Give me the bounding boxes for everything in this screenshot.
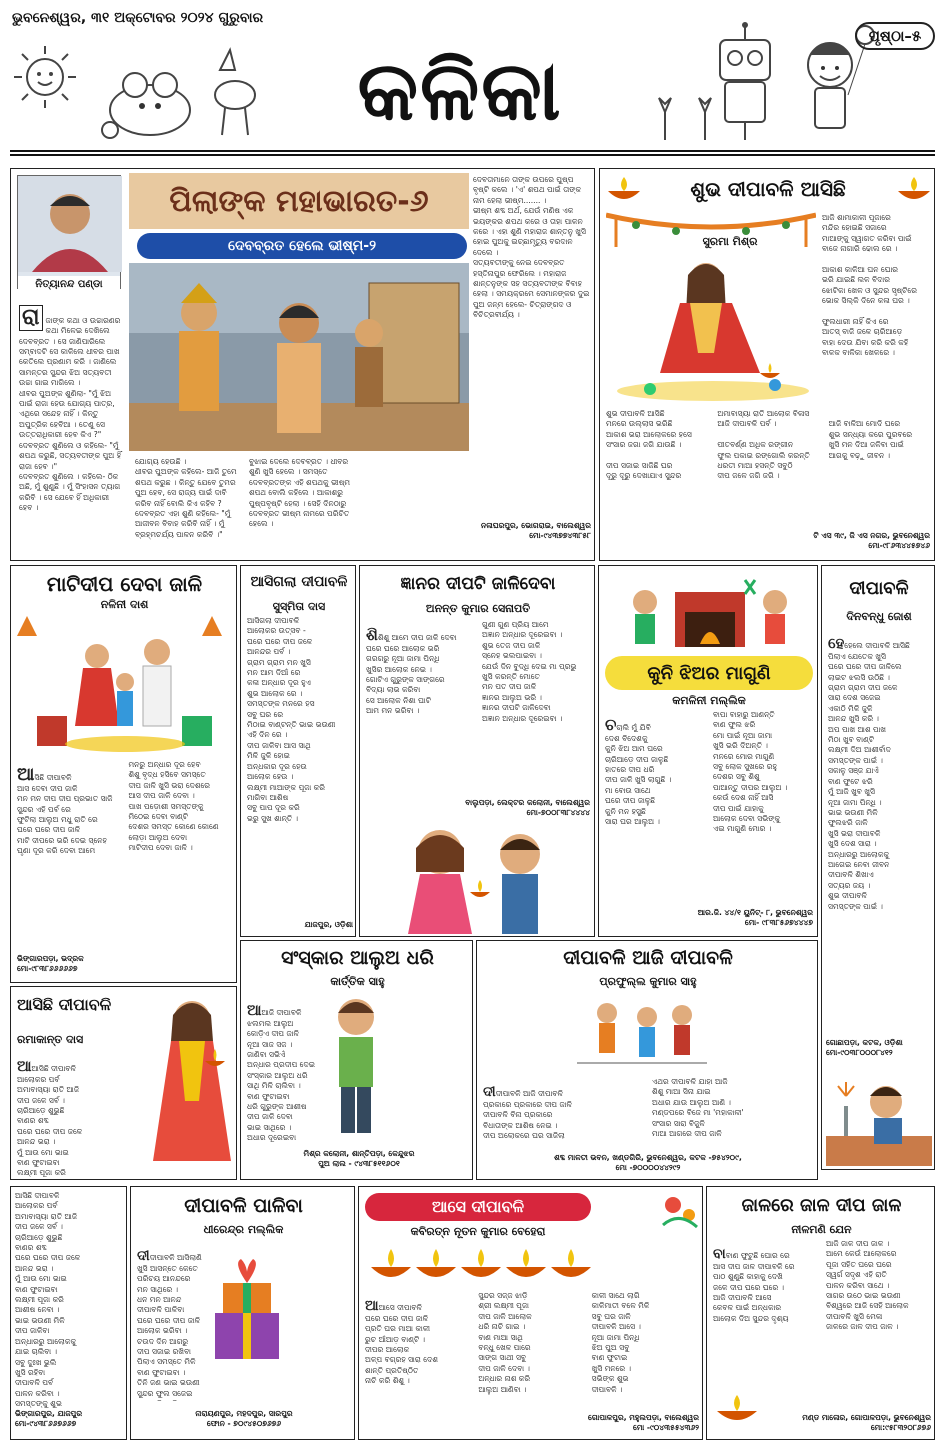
mahabharata-col2: ଯୋଗ୍ୟ ହେଉଛି । ଧୀବର ପୁଅଙ୍କ କହିଲେ- ଆଜି ତୁମେ ଶପଥ କରୁଛ । କିନ୍ତୁ ଯେବେ ତୁମର ପୁଅ ହେବ, ସେ ରାଜ୍ୟ ପାଇଁ ଦାବି କରିବ ନାହିଁ ବୋଲି କିଏ କହିବ ? ଦେବବ୍ରତ ଏହା ଶୁଣି କହିଲେ- "ମୁଁ ଆଜୀବନ ବିବାହ କରିବି ନାହିଁ । ମୁଁ ବ୍ରହ୍ମଚର୍ଯ୍ୟ ପାଳନ କରିବି ।" [135,457,237,539]
mahabharata-footer: ନଳାଘରପୁର, ଭୋଗରାଇ, ବାଲେଶ୍ୱର ମୋ-୯୪୩୭୭୪୩୮୫୮ [481,521,591,540]
diya-icon [606,175,642,205]
diya-icon [715,1395,759,1425]
masthead-title [268,36,652,146]
matidipa-article [10,565,237,983]
family-diya-illustration [17,616,232,756]
mahabharata-subtitle-bar [137,233,467,259]
jnanara-title: ଜ୍ଞାନର ଦୀପଟି ଜାଳିଦେବା [400,574,556,594]
jnanara-author: ଅନନ୍ତ କୁମାର ସେନାପତି [425,602,531,615]
mahabharata-col3: ବୁଝାଇ ଦେଲେ ଦେବବ୍ରତ । ଧୀବର ଶୁଣି ଖୁସି ହେଲେ । ସମସ୍ତେ ଦେବବ୍ରତଙ୍କ ଏହି ଶପଥକୁ ଭୀଷ୍ମ ଶପଥ ବୋଲି କହିଲେ । ଆକାଶରୁ ପୁଷ୍ପବୃଷ୍ଟି ହେଲା । ସେହି ଦିନଠାରୁ ଦେବବ୍ରତ ଭୀଷ୍ମ ନାମରେ ପରିଚିତ ହେଲେ । [249,457,351,529]
author-portrait [18,176,122,272]
diwali-arrived-author: ସୁରମା ମିଶ୍ର [702,235,758,248]
matidipa-body: ଆସିଛି ଦୀପାବଳି ଆସ ଦେବା ଦୀପ ଜାଳି ମନ ମନ ଦୀପ ଦୀପ ପ୍ରଭାତ ସାଜି ସୁନ୍ଦର ଏହି ପର୍ବ ରେ ଫୁଟିଲା ଆଲୁଅ ମଧୁ ରାତି ରେ ଘରେ ଘରେ ଦୀପ ଜାଳି ମାଟି ଦୀପରେ ଭରି ଦେଇ ସ୍ନେହ ଘୃଣା ଦୂର କରି ଦେବା ଆମେ ମନରୁ ଅନ୍ଧାର ଦୂର ହେବ ଶିଶୁ ବୃଦ୍ଧ ହସିବେ ସମସ୍ତେ ଦୀପ ଜାଳି ଖୁସି ଭରା ଦେଶରେ ଆସ ଦୀପ ଜାଳି ଦେବା । ପାଖ ପଡ଼ୋଶୀ ସମସ୍ତଙ୍କୁ ମିଠେଇ ଦେବା ବାଣ୍ଟି ଦେଶର ସମସ୍ତ କୋଣେ କୋଣେ ଲୋଡ଼ା ଆଲୁଅ ଦେବା ମାଟିଦୀପ ଦେବା ଜାଳି । [17,760,219,856]
woman-rangoli-illustration [610,253,816,403]
jalare-author: ନୀଳମଣି ଯେନ [791,1223,852,1236]
dropcap: ରା [19,305,43,331]
masthead-rule [10,150,935,156]
aase-author: କବିରତ୍ନ ନୂତନ କୁମାର ବେହେରା [410,1225,546,1238]
aaji-body: ଦୀଦୀପାବଳି ଆଜି ଦୀପାବଳି ପ୍ରକାରେ ପ୍ରକାରେ ଦୀପ ଜାଳି ଦୀପାବଳି ବିନା ପ୍ରକାରେ ବିଧାତାଙ୍କ ଆଶିଷ ନେଇ । ଦୀପ ଅଲୋକରେ ଘର ସାଜିଲା ଏଥର ଦୀପାବଳି ଯାହା ଆଜି ଶିଶୁ ମାଆ ସିନା ଯାଇ ଅଧାର ଯାଉ ଆଲୁଅ ଆଣି । ମଣ୍ଡପରେ ବିଜେ ମା 'ମହାକାଳୀ' ସଂସାର ସାରା ବିଜୁଳି ମାଆ ଆଗରେ ଦୀପ ଜାଳି [483,1077,744,1141]
kuni-title-banner [605,656,813,690]
aasichhi-title: ଆସିଛି ଦୀପାବଳି [17,995,112,1014]
sanskara-author: କାର୍ତ୍ତିକ ସାହୁ [330,975,385,988]
palibaa-footer: ନାରାୟଣପୁର, ମହଦପୁର, ସାରପୁର ଫୋନ - ୭୦୯୪୫୦୭୬୭୬ [195,1409,293,1428]
sanskara-body-right [395,995,471,1145]
aase-title-banner [365,1193,591,1221]
matidipa-footer: ଭିଙ୍ଗାରପଡ଼ା, ଭଦ୍ରକ ମୋ-୯୮୩୮୬୬୬୬୬୭ [17,954,84,973]
boy-illustration [321,991,391,1141]
matidipa-author: ନଳିନୀ ଦାଶ [100,598,149,611]
aaji-footer: ଶବ୍ଦ ମାଳତୀ ଭବନ, ଖଣ୍ଡଗିରି, ଭୁବନେଶ୍ୱର, କଟକ -୭୫୪୨୦୯, ମୋ -୭୦୦୦୦୪୪୨୯୨ [554,1153,742,1172]
palibaa-article [130,1186,355,1440]
page-label: ପୃଷ୍ଠା–୫ [855,22,935,50]
dropcap: ଚ [605,715,617,735]
kuni-article [598,565,818,937]
jalare-title: ଜାଳରେ ଜାଳ ଦୀପ ଜାଳ [741,1195,902,1216]
aase-title: ଆସେ ଦୀପାବଳି [431,1197,525,1216]
dropcap: ଆ [17,764,35,786]
mahabharata-col1: ରା ଜାଙ୍କ କଥା ଓ ଉଚ୍ଚାରଣର କଥା ମିଳେଇ ଦେଖିଲେ ଦେବବ୍ରତ । ସେ ଜାଣିପାରିଲେ ସମ୍ବାଦଟି ସେ କାଳିଲେ ଧୀବର ପାଖ କେତିଲେ ପ୍ରଣାମ କରି । ଜାଣିଲେ ସାମନ୍ତର ସୁନ୍ଦର ଝିଅ ସତ୍ୟବତୀ ଉଚ୍ଚା ଗାଇ ମାଗିଲେ । ଧୀବର ପୁଅଙ୍କ ଶୁଣିଲା- "ମୁଁ ଝିଅ ପାଇଁ ରାଜା ହେଉ ଯୋଗ୍ୟ ପାତ୍ର, ଏଥିରେ ସନ୍ଦେହ ନାହିଁ । କିନ୍ତୁ ଅପୁତ୍ରିକ ହେବିଆ । ତେଣୁ ସେ ଉତ୍ତରାଧିକାରୀ ହେବ କିଏ ?" ଦେବବ୍ରତ ଶୁଣିଲେ ଓ କହିଲେ- "ମୁଁ ଶପଥ କରୁଛି, ସତ୍ୟବତୀଙ୍କ ପୁଅ ହିଁ ରାଜା ହେବ ।" ଦେବବ୍ରତ ଶୁଣିଲେ । କହିଲେ- ଠିକ ଅଛି, ମୁଁ ଶୁଣୁଛି । ମୁଁ ସିଂହାସନ ତ୍ୟାଗ କରିବି । ସେ ଯେବେ ହିଁ ଅଧିକାରୀ ହେବ । [19,305,122,513]
dateline: ଭୁବନେଶ୍ୱର, ୩୧ ଅକ୍ଟୋବର ୨୦୨୪ ଗୁରୁବାର [12,10,264,26]
dropcap: ଆ [17,1057,32,1076]
sanskara-title: ସଂସ୍କାର ଆଲୁଅ ଧରି [281,947,434,969]
jalare-footer: ମଣ୍ଡ ମାଳୋର, ଗୋପାଳପଡ଼ା, ଭୁବନେଶ୍ୱର ମୋ:୯୫୮୩୨୦୮୬୭୬ [802,1413,931,1432]
aase-body: ଆଆସେ ଦୀପାବଳି ଘରେ ଘରେ ଦୀପ ଜାଳି ପ୍ରତି ଘର ମାଆ କାଳୀ ରୁଚ ଆଁଆଡ଼ ବାଣ୍ଟି । ଦୀପର ଆଲୋକ ଅଳ୍ପ ବଗ୍ରହ ସାରା ଦେଶ ଶାନ୍ତି ପ୍ରତିଷ୍ଠିତ ନାଚି କରି ଶିଶୁ । ସୁନ୍ଦର ସଜ୍ଜ ଝାଡ଼ି ଶ୍ରୀ ଲକ୍ଷ୍ମୀ ପୂଜା ଦୀପ ଜାଳି ଆଲୋକ ଧରି ନାଚି ଗାଇ । ବାଣ ମାଆ ସାଥି ବନ୍ଧୁ ଖେଳ ପାରେ ସାଙ୍ଗ ସାଥୀ ସବୁ ଦୀପ ଜାଳି ଦେବା । ଅନ୍ଧାର ନାଶ କରି ଆଲୁଅ ଆଣିବା । କାଳୀ ସାଥେ ଲାଗି କାଳିମାତୀ ବଳେ ମିଳି ସବୁ ଘର ଜାଳି ଦୀପାବଳି ଆସେ । ନୂଆ ଜାମା ପିନ୍ଧି ଝିଅ ପୁଅ ସବୁ ବାଣ ଫୁଟାଇ ଖୁସି ମନରେ । ସଭିଙ୍କ ଶୁଭ ଦୀପାବଳି । [365,1291,650,1394]
sun-illustration [10,42,80,112]
kids-fireplace-illustration [605,572,813,654]
dropcap: ଶି [366,625,378,645]
deepavali-side-footer: ଗୋଛାପଡ଼ା, କଟକ, ଓଡ଼ିଶା ମୋ-୯୦୩୮୦୦୦୮୪୧୨ [826,1038,903,1057]
dropcap: ଦୀ [137,1248,150,1265]
diwali-arrived-footer: ଟି ଏସ ୩୯, ଜି ଏସ ନଗର, ଭୁବନେଶ୍ୱର ମୋ-୯୮୬୩୪୪୫୭୪୬ [813,531,930,550]
dropcap: ଦୀ [483,1084,496,1101]
jnanara-body: ଶିଶିଶୁ ଆମେ ଦୀପ ଜାଳି ଦେବା ଘରେ ଘରେ ଆଲୋକ ଭରି ଗରଗରୁ ନୂଆ ଜାମା ପିନ୍ଧି ଖୁସିର ଆଲୋକ ନେଇ । ଗୋଟିଏ ଗୁରୁଙ୍କ ସାଙ୍ଗରେ ବିଦ୍ୟା ଲାଭ କରିବା ସେ ଆଲୋକ ନିଶା ଘାଟି ଆମ ମନ ଭରିବା । ଗୁଣୀ ଗୁଣ ପ୍ରିୟ ଆମେ ଅଜ୍ଞାନ ଅନ୍ଧାର ଦୂରେଇବା । ଶୁଭ ତେଜ ଦୀପ ଜାଳି ସ୍ନେହ ଭଲପାଇବା । ଯେଉଁ ଦିନ ବୁଦ୍ଧି ଦେଇ ମା ପ୍ରଭୁ ଖୁସି କରନ୍ତି ମୋତେ ମନ ପତ ଦୀପ ଜାଳି ଜ୍ଞାନର ଆଲୁଅ ଭରି । ଜ୍ଞାନର ଦୀପଟି ଜାଳିଦେବା ଅଜ୍ଞାନ ଅନ୍ଧାର ଦୂରେଇବା । [366,620,577,723]
mahabharata-article [10,168,595,561]
diya-icon [896,175,932,205]
masthead-title-text: କଳିକା [357,42,563,139]
diwali-arrived-top-right: ଆଜି ଶାମାକାଳୀ ପୂଜାରେ ମନ୍ଦିର ହୋଇଛି ସଜାରେ ମାଆଙ୍କୁ ସ୍ୱାଗତ କରିବା ପାଇଁ ବାଜେ ନାଗାରି ଢୋଲ ରେ । ଆକାଶ କାଳିଆ ଘନ ଘୋର ଭରି ଯାଇଛି ଲଳ ବିଦାର ଝୋଟିକା ଖେଳ ଓ ସୁନ୍ଦର ସୃଷ୍ଟିରେ ଭୋକ ସିଲ୍କି ଦିନେ କଳା ଘର । ଫୁଲଧାରୀ ନାହିଁ କିଏ ରେ ଆତସ୍ ବାଜି ଜଳେ ଚାରିଆଡ଼େ ବାହା ଦେଉ ଯିବା କରି କରି କହି ବାଳକ ବାଳିକା ଖେଳରେ । [822,213,917,358]
mahabharata-col4: ଦେବତାମାନେ ତାଙ୍କ ଉପରେ ପୁଷ୍ପ ବୃଷ୍ଟି କଲେ । 'ଏ' ଶପଥ ପାଇଁ ତାଙ୍କ ନାମ ହେଲା ଭୀଷ୍ମ....... । ଭୀଷ୍ମ ଶବ୍ଦ ଅର୍ଥ, ଯେଉଁ ମଣିଷ ଏକ ଭୟଙ୍କର ଶପଥ କରେ ଓ ତାହା ପାଳନ କରେ । ଏହା ଶୁଣି ମହାରାଜ ଶାନ୍ତନୁ ଖୁସି ହୋଇ ପୁଅକୁ ଇଚ୍ଛାମୃତ୍ୟୁ ବରଦାନ ଦେଲେ । ସତ୍ୟବତୀଙ୍କୁ ନେଇ ଦେବବ୍ରତ ହସ୍ତିନାପୁର ଫେରିଲେ । ମହାରାଜ ଶାନ୍ତନୁଙ୍କ ସହ ସତ୍ୟବତୀଙ୍କ ବିବାହ ହେଲା । ସମୟକ୍ରମେ ସେମାନଙ୍କର ଦୁଇ ପୁଅ ଜନ୍ମ ହେଲେ- ଚିତ୍ରାଙ୍ଗଦ ଓ ବିଚିତ୍ରବୀର୍ଯ୍ୟ । [473,175,590,320]
author-photo [17,175,121,289]
deepavali-side-article [821,565,935,1170]
jalare-article [706,1186,935,1440]
aaji-title: ଦୀପାବଳି ଆଜି ଦୀପାବଳି [563,947,733,969]
palibaa-author: ଧୀରେନ୍ଦ୍ର ମଲ୍ଲିକ [203,1223,284,1236]
mahabharata-illustration [129,263,469,451]
aasigala-title: ଆସିଗଲା ଦୀପାବଳି [250,574,348,590]
jnanara-footer: ବାଲୁପଡ଼ା, ଲେକ୍ଟର କଲୋନୀ, ବାଲେଶ୍ୱର ମୋ-୭୦୦୮୩୮୪୪୪୪ [465,798,590,817]
gift-box-illustration [205,1253,289,1363]
kuni-title: କୁନି ଝିଅର ମାଗୁଣି [647,662,771,684]
masthead [0,0,945,162]
matidipa-title: ମାଟିଦୀପ ଦେବା ଜାଳି [46,572,203,596]
author-name: ନିତ୍ୟାନନ୍ଦ ପଣ୍ଡା [18,276,120,294]
dropcap: ଆ [247,1001,262,1020]
sanskara-body-left: ଆଆଜି ଦୀପାବଳି ଝଲମଲ ଆଲୁଅ କୋଡ଼ିଏ ଦୀପ ଜାଳି ନୂଆ ସାଜ ସଜ । ଜାଣିବା ସଭିଏଁ ଅନ୍ଧାର ପ୍ରଦୀପ ଦେଇ ସଂସ୍କାର ଆଲୁଅ ଧରି ସାଥି ମିଳି ଚାଲିବା । ବାଣ ଫୁଟାଇବା ଧରି ଗୁରୁଙ୍କ ଆଶୀଷ ଦୀପ ଜାଳି ଦେବା ଭାଇ ସାଥିରେ । ଅଧାର ଦୂରେଇବା [247,1001,316,1143]
palibaa-title: ଦୀପାବଳି ପାଳିବା [184,1195,303,1217]
aasigala-body: ଆସିଗଲା ଦୀପାବଳି ଆଲୋକର ଉତ୍ସବ - ଘରେ ଘରେ ଦୀପ ଜଳେ ଆନନ୍ଦର ପର୍ବ । ଗ୍ରାମ ଗ୍ରାମ ମନ ଖୁସି ମନ ଆମ ଦିଆଁ ରେ କଳା ଅନ୍ଧାର ଦୂର ହୁଏ ଶୁଭ ଆଲୋକ ରେ । ସମସ୍ତଙ୍କ ମନରେ ହସ ସବୁ ଘର ରେ ମିଠାଇ ବାଣ୍ଟନ୍ତି ଭାଇ ଭଉଣୀ ଏହି ଦିନ ରେ । ଦୀପ ଜାଳିବା ଆସ ସାଥି ମିଳି ଜୁଳି ହୋଇ ଅନ୍ଧକାର ଦୂର ହେଉ ଆଲୋକ ହେଉ । ଲକ୍ଷ୍ମୀ ମାଆଙ୍କ ପୂଜା କରି ମାଗିବା ଆଶିଷ ସବୁ ପାପ ଦୂର କରି ଭରୁ ସୁଖ ଶାନ୍ତି । [247,616,336,823]
aaji-author: ପ୍ରଫୁଲ୍ଲ କୁମାର ସାହୁ [599,975,697,988]
jalare-body: ବାବାଣ ଫୁଟୁଛି ଘୋର ରେ ଆସ ଦୀପ ଜାଳ ଦୀପାବଳି ରେ ପାଠ ଶୁଣୁଛି କାହାକୁ ଦେଖି ଜଳେ ଦୀପ ଘରେ ଘରେ । ଆଜି ଦୀପାବଳି ଆସେ କେବଳ ପାଇଁ ଅନ୍ଧକାର ଆଲୋକ ଦିଅ ସୁନ୍ଦର ଦୃଶ୍ୟ ଆଜି ଜାଳ ଦୀପ ଜାଳ । ଆମେ କେଉଁ ଆଲୋକରେ ପୂଜା ସହିତ ଘରେ ଘରେ ସ୍ୱର୍ଗ ସଦୃଶ ଏହି ରାତି ପାଳନ କରିବା ସାଥେ । ସାଗର ଉଠେ ଭାଇ ଭଉଣୀ ବିଶ୍ୱରେ ଆଜି ସେହି ଆଲୋକ ଦୀପାବଳି ଖୁସି ମେଳା ଜାଳରେ ଜାଳ ଦୀପ ଜାଳ । [713,1239,909,1332]
kuni-footer: ଆର.ଜି. ୪୪/୧ ୟୁନିଟ୍- ୮, ଭୁବନେଶ୍ୱର ମୋ- ୯୮୩୮୫୬୭୪୪୪୭ [697,908,813,927]
mahabharata-subtitle: ଦେବବ୍ରତ ହେଲେ ଭୀଷ୍ମ-୨ [227,238,377,254]
aasichhi-body: ଆଆସିଛି ଦୀପାବଳି ଆଲୋକର ପର୍ବ ଅମାବାସ୍ୟା ରାତି ଆଜି ଦୀପ ଜଳେ ସର୍ବ । ଚାରିଆଡ଼େ ଶୁଭୁଛି ବାଣର ଶବ୍ଦ ଘରେ ଘରେ ଦୀପ ଜଳେ ଆନନ୍ଦ ଭରା । ମୁଁ ଆଉ ମୋ ଭାଇ ବାଣ ଫୁଟାଇବା ଲକ୍ଷ୍ମୀ ପୂଜା କରି [17,1057,83,1177]
aasigala-author: ସୁସ୍ମିତା ଦାସ [272,600,326,613]
kuni-body: ଚଚାଲି ମୁଁ ଯିବି ଦେଶ ବିଦେଶକୁ କୁନି ଝିଅ ଆମ ଘରେ ଚାରିଆଡ଼େ ଦୀପ ଜାଳୁଛି ହାତରେ ଦୀପ ଧରି ଦୀପ ଜାଳି ଖୁସି ଲାଗୁଛି । ମା ବୋଉ ସାଥେ ଘରେ ଦୀପ ଜାଳୁଛି କୁନି ମନ ହସୁଛି ସାରା ଘର ଆଲୁଅ । ବାପା ବାହାରୁ ଆଣନ୍ତି ବାଣ ଫୁଲ ଝରି ମୋ ପାଇଁ ନୂଆ ଜାମା ଖୁସି ଭରି ଦିଅନ୍ତି । ମନରେ ମୋର ମାଗୁଣି ସବୁ ଲୋକ ସୁଖରେ ରହୁ ଦେଶର ସବୁ ଶିଶୁ ପାଆନ୍ତୁ ଦୀପର ଆଲୁଅ । କେଉଁ ଦେଶ ନାହିଁ ଆସି ଦୀପ ପାଇଁ ଯାହାକୁ ଆଲୋକ ଦେବା ସଭିଙ୍କୁ ଏଇ ମାଗୁଣି ମୋର । [605,710,788,834]
mahabharata-title: ପିଲାଙ୍କ ମହାଭାରତ-୬ [169,183,429,219]
aasigala-article [240,565,356,937]
diwali-arrived-body: ଶୁଭ ଦୀପାବଳି ଆସିଛି ମନରେ ଉଲ୍ଲାସ ଭରିଛି ଆକାଶ ଭରା ଆଲୋକରେ ହସେ ସଂସାର ଜଗା ଜଗି ଯାଉଛି । ଦୀପ ସଜାଇ ସାଜିଛି ଘର ଦୂରୁ ଦୂରୁ ଦେଖାଯାଏ ସୁନ୍ଦର ଅମାବାସ୍ୟା ରାତି ଆଲୋକ ବିଳାସ ଆଜି ଦୀପାବଳି ପର୍ବ । ପୀତବର୍ଣ୍ଣ ଅଧିକ ରଙ୍ଗୀନ ଫୁଲ ପକାଇ ରଙ୍ଗୋଲି କରନ୍ତି ଧରତୀ ମାଆ ହସନ୍ତି ସବୁଠି ଦୀପ ଜଳେ ଜଗି ଜଗି । ଆଜି ବାଳିଆ ମୋଦି ଘରେ ଶୁଭ ସନ୍ଧ୍ୟା କରେ ପୁରବରେ ଖୁସି ମନ ଦିଆ ଜଳିବା ପାଇଁ ଆଗକୁ ବଢ଼ୁ ଜୀବନ । [606,409,913,481]
diwali-arrived-title: ଶୁଭ ଦୀପାବଳି ଆସିଛି [690,177,846,201]
sanskara-article [240,940,473,1180]
aaji-article [476,940,818,1180]
dropcap: ହେ [828,634,845,653]
palibaa-body: ଦୀଦୀପାବଳି ଆସିଲାଣି ଖୁସି ଆସନ୍ତେ କେତେ ପରିଚୟ ଆନନ୍ଦରେ ମନ ସାଥିରେ । ଧନ ମନ ଆନନ୍ଦ ଦୀପାବଳି ପାଳିବା ଘରେ ଘରେ ଦୀପ ଜାଳି ଆଲୋକ ଭରିବା । ଚଉଦ ଦିନ ଆଗରୁ ଦୀପ ସଜାଇ ରଖିବା ପିଲାଏ ସମସ୍ତେ ମିଳି ବାଣ ଫୁଟାଇବା । ତିନି ଜଣ ଭାଇ ଭଉଣୀ ସୁନ୍ଦର ଫୁଲ ସଜେଇ [137,1248,202,1398]
mahabharata-title-banner [129,173,469,229]
animals-illustration [90,40,270,140]
aasichhi-continuation [10,1186,127,1440]
kids-diya-illustration [380,822,576,934]
girl-diya-illustration [149,991,235,1171]
diyas-row-illustration [367,1241,591,1287]
aasigala-footer: ଯାଜପୁର, ଓଡ଼ିଶା [304,920,353,929]
deepavali-side-author: ଦିନବନ୍ଧୁ ଜୋଶ [846,610,912,623]
floral-corner-illustration [659,1191,701,1231]
aasichhi-footer: ଭିଙ୍ଗାରପୁର, ଯାଜପୁର ମୋ-୯୪୩୮୬୬୭୬୬୭ [15,1409,83,1428]
dropcap: ଆ [365,1298,379,1315]
boy-firecracker-illustration [826,1066,932,1166]
aasichhi-author: ରମାକାନ୍ତ ଦାସ [17,1033,84,1046]
aase-article [358,1186,703,1440]
aasichhi-continuation-text: ଆସିଛି ଦୀପାବଳି ଆଲୋକର ପର୍ବ ଅମାବାସ୍ୟା ରାତି ଆଜି ଦୀପ ଜଳେ ସର୍ବ । ଚାରିଆଡ଼େ ଶୁଭୁଛି ବାଣର ଶବ୍ଦ ଘରେ ଘରେ ଦୀପ ଜଳେ ଆନନ୍ଦ ଭରା । ମୁଁ ଆଉ ମୋ ଭାଇ ବାଣ ଫୁଟାଇବା ଲକ୍ଷ୍ମୀ ପୂଜା କରି ଆଶୀଷ ନେବା । ଭାଇ ଭଉଣୀ ମିଳି ଦୀପ ଜାଳିବା ଅନ୍ଧାରରୁ ଆଲୋକକୁ ଯାଇ ଚାଲିବା । ସବୁ ଦୁଃଖ ଭୁଲି ଖୁସି ରହିବା ଦୀପାବଳି ପର୍ବ ପାଳନ କରିବା । ସମସ୍ତଙ୍କୁ ଶୁଭ [15,1191,81,1409]
deepavali-side-title: ଦୀପାବଳି [849,578,909,599]
jnanara-article [359,565,595,937]
kids-playing-illustration [577,993,707,1073]
diwali-arrived-article [599,168,935,561]
dropcap: ବା [713,1246,726,1263]
sanskara-footer: ମିଶ୍ର କଲୋନୀ, ଶାନ୍ତିପଡ଼ା, କେନ୍ଦୁଝର ପୁଅ ଲାଲ - ୯୪୩୮୫୧୧୬୦୧ [303,1149,415,1168]
aasichhi-article [10,986,237,1180]
deepavali-side-body: ହେହେଲେ ଦୀପାବଳି ଆସିଛି ପିଲାଏ ଯେତେକ ଖୁସି ଘରେ ଘରେ ଦୀପ ଜାଳିଲେ ଲାଇଟ ଝଲସି ଉଠିଛି । ଗ୍ରାମ ଗ୍ରାମ ଦୀପ ଜଳେ ସାରା ଦେଶ ସଜେଇ ଏକାଠି ମିଳି ଜୁଳି ଆନନ୍ଦ ଖୁସି କରି । ଅପ ପାଖ ଆଶ ପାଖ ମିଠା ଖୁବ ବାଣ୍ଟି ଲକ୍ଷ୍ମୀ ଦିଅ ଆଶୀର୍ବାଦ ସମସ୍ତଙ୍କ ପାଇଁ । ସକାଳୁ ସଞ୍ଜ ଯାଏଁ ବାଣ ଫୁଟେ ଝରି ମୁଁ ଆଜି ଖୁବ ଖୁସି ନୂଆ ଜାମା ପିନ୍ଧି । ଭାଇ ଭଉଣୀ ମିଳି ଫୁଲଝରି ଜାଳି ଖୁସି ଭରା ଦୀପାବଳି ଖୁସି ଦେଶ ସାରା । ଅନ୍ଧାରରୁ ଆଲୋକକୁ ଆଗେଇ ନେବା ଜୀବନ ଦୀପାବଳି ଶିଖାଏ ସତ୍ୟର ଜୟ । ଶୁଭ ଦୀପାବଳି ସମସ୍ତଙ୍କ ପାଇଁ । [828,634,910,911]
aase-footer: ଗୋପାଳପୁର, ମହୁଲପଡ଼ା, ବାଲେଶ୍ୱର ମୋ -୯୦୪୩୫୫୪୩୬୨ [588,1413,699,1432]
palibaa-body-right [291,1241,351,1401]
kuni-author: କମଳିନୀ ମଲ୍ଲିକ [672,694,746,707]
